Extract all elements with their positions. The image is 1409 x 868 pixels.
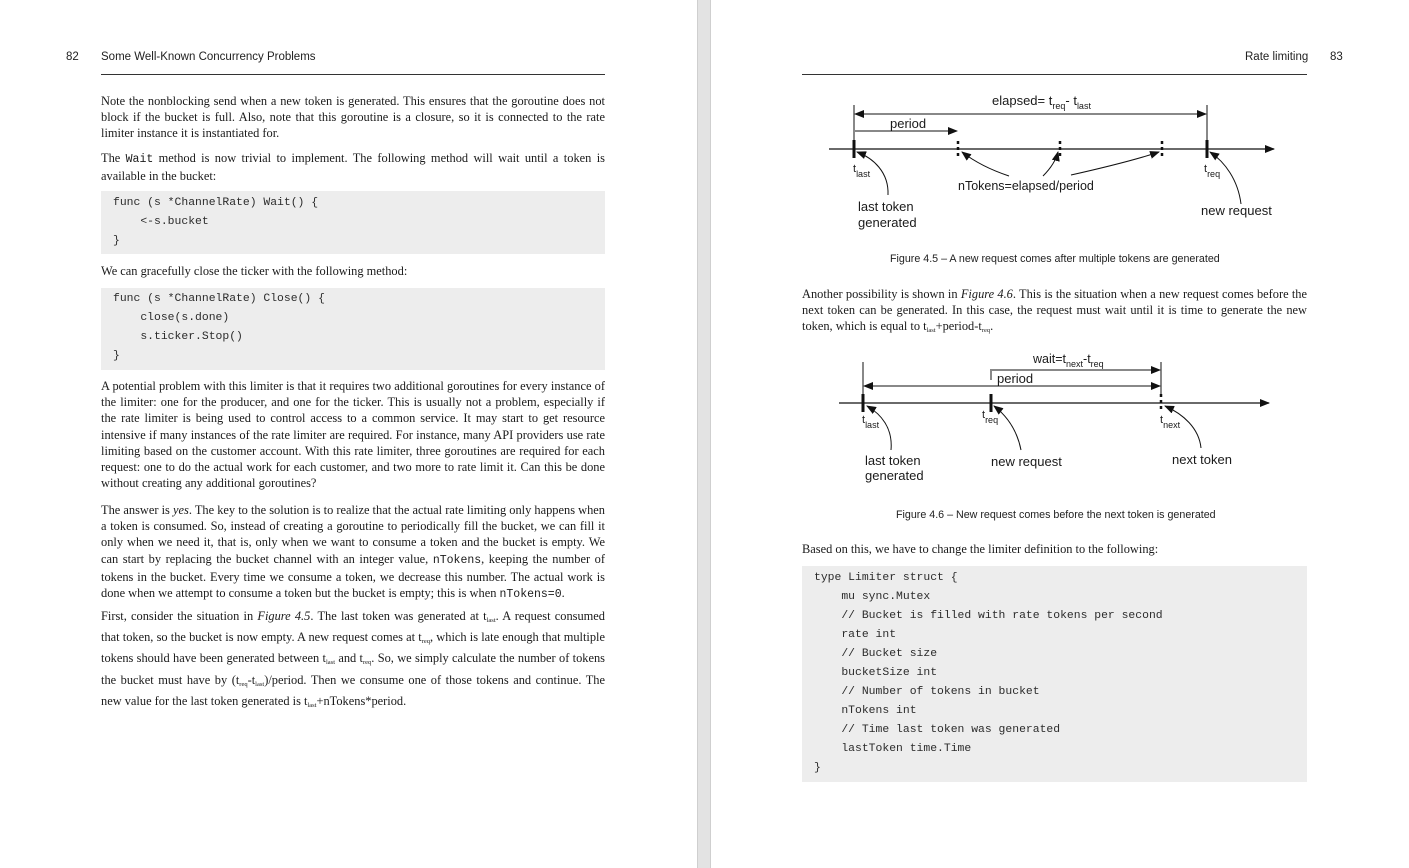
- subscript: last: [486, 617, 496, 624]
- figure-4-6-diagram: [821, 340, 1281, 490]
- header-rule: [802, 74, 1307, 75]
- paragraph-text: method is now trivial to implement. The following method will wait until a token is available in the bucket:: [101, 151, 605, 184]
- next-token-label: next token: [1172, 452, 1232, 467]
- page-number: 83: [1330, 51, 1343, 63]
- inline-code: nTokens: [432, 553, 482, 567]
- t-last-label: $t_{last}$: [862, 414, 880, 430]
- paragraph-text: +period-t: [935, 319, 982, 334]
- paragraph: [101, 502, 605, 603]
- paragraph: [101, 150, 605, 184]
- code-line: lastToken time.Time: [814, 743, 972, 755]
- paragraph: [101, 93, 605, 142]
- paragraph-text: We can gracefully close the ticker with the following method:: [101, 264, 408, 278]
- period-label: period: [997, 371, 1034, 386]
- paragraph: [802, 541, 1307, 557]
- code-line: }: [814, 762, 821, 774]
- last-token-label: generated: [865, 468, 924, 483]
- paragraph-text: +nTokens*period.: [316, 693, 407, 708]
- code-line: type Limiter struct {: [814, 572, 958, 584]
- code-line: bucketSize int: [814, 667, 938, 679]
- code-line: // Bucket is filled with rate tokens per second: [814, 610, 1163, 622]
- inline-code: nTokens=0: [499, 588, 562, 602]
- paragraph-text: A potential problem with this limiter is that it requires two additional goroutines for every instance of the limiter: one for the producer, and one for the ticker. This is usually not a problem, especially if the rate limiter is being used to control access to a common service. It may start to get resource intensive if many instances of the rate limiter are required. For instance, many API providers use rate limiting based on the customer account. With this rate limiter, three goroutines are required for each request: one to do the actual work for each customer, and two more to rate limit it. Can this be done without creating any additional goroutines?: [101, 379, 605, 491]
- new-request-label: new request: [1201, 203, 1272, 218]
- paragraph: [101, 263, 605, 279]
- subscript: req: [239, 680, 248, 688]
- last-token-label: last token: [858, 199, 914, 214]
- paragraph-text: )/period. Then we consume one of those tokens and continue. The new value for the last token generated is t: [101, 672, 605, 708]
- paragraph-text: The answer is: [101, 503, 170, 517]
- pointer-arrow: [1071, 152, 1159, 175]
- running-head: Rate limiting: [1245, 51, 1309, 63]
- paragraph: [101, 378, 605, 491]
- t-next-label: $t_{next}$: [1160, 414, 1181, 430]
- t-last-label: $t_{last}$: [853, 163, 871, 179]
- code-line: <-s.bucket: [113, 216, 209, 228]
- elapsed-label: elapsed= $t_{req}-$ $t_{last}$: [992, 93, 1091, 111]
- last-token-label: last token: [865, 453, 921, 468]
- code-line: func (s *ChannelRate) Wait() {: [113, 197, 319, 209]
- ntokens-label: nTokens=elapsed/period: [958, 179, 1094, 193]
- paragraph: [101, 608, 605, 714]
- subscript: last: [307, 701, 317, 709]
- figure-caption: Figure 4.5 – A new request comes after multiple tokens are generated: [890, 253, 1220, 265]
- page-number: 82: [66, 51, 79, 63]
- paragraph-text: and t: [338, 651, 363, 666]
- paragraph: [802, 286, 1307, 340]
- t-req-label: $t_{req}$: [982, 409, 999, 425]
- code-line: }: [113, 235, 120, 247]
- paragraph-text: , keeping the number of tokens in the bucket. Every time we consume a token, we decrease this number. The actual work is done when we attempt to consume a token but the bucket is empty; this is when: [101, 551, 605, 601]
- wait-label: $wait=t_{next}-t_{req}$: [1033, 352, 1104, 369]
- subscript: req: [981, 327, 991, 335]
- paragraph-text: First, consider the situation in: [101, 609, 254, 623]
- inline-code: Wait: [125, 153, 154, 166]
- subscript: last: [926, 327, 936, 335]
- code-block: [802, 566, 1307, 782]
- paragraph-text: .: [561, 586, 565, 601]
- figure-caption: Figure 4.6 – New request comes before the next token is generated: [896, 509, 1216, 521]
- period-label: period: [890, 116, 927, 131]
- subscript: req: [421, 638, 431, 646]
- code-line: mu sync.Mutex: [814, 591, 931, 603]
- right-page: [711, 0, 1409, 868]
- paragraph-text: Note the nonblocking send when a new token is generated. This ensures that the goroutine does not block if the bucket is full. Also, note that this goroutine is a closure, so it is connected to the rate limiter instance it is instantiated for.: [101, 94, 605, 141]
- figure-reference: Figure 4.5: [257, 609, 311, 623]
- paragraph-text: . The last token was generated at t: [310, 609, 487, 623]
- pointer-arrow: [962, 152, 1009, 176]
- code-line: nTokens int: [814, 705, 917, 717]
- code-line: // Number of tokens in bucket: [814, 686, 1040, 698]
- pointer-arrow: [994, 406, 1021, 450]
- paragraph-text: . This is the situation when a new request comes before the next token can be generated. In this case, the request must wait until it is time to generate the new token, which is equal to t: [802, 287, 1308, 334]
- t-req-label: $t_{req}$: [1204, 163, 1221, 179]
- code-line: // Bucket size: [814, 648, 938, 660]
- paragraph-text: . The key to the solution is to realize that the actual rate limiting only happens when a token is consumed. So, instead of creating a goroutine to periodically fill the bucket, we can fill it only when we need it, that is, only when we want to consume a token and the bucket is empty. We can start by replacing the bucket channel with an integer value,: [101, 503, 605, 566]
- code-block: [101, 288, 605, 370]
- figure-4-5-diagram: [811, 80, 1311, 240]
- emphasis: yes: [173, 503, 189, 517]
- paragraph-text: The: [101, 151, 121, 165]
- paragraph-text: -t: [247, 672, 256, 687]
- book-spine: [697, 0, 711, 868]
- header-rule: [101, 74, 605, 75]
- code-block: [101, 191, 605, 254]
- subscript: req: [362, 659, 372, 667]
- pointer-arrow: [1043, 152, 1058, 176]
- paragraph-text: .: [990, 319, 994, 334]
- subscript: last: [325, 659, 335, 667]
- paragraph-text: . A request consumed that token, so the bucket is now empty. A new request comes at t: [101, 609, 605, 645]
- code-line: s.ticker.Stop(): [113, 331, 243, 343]
- running-head: Some Well-Known Concurrency Problems: [101, 51, 316, 63]
- paragraph-text: , which is late enough that multiple tokens should have been generated between t: [101, 630, 606, 666]
- paragraph-text: Based on this, we have to change the limiter definition to the following:: [802, 542, 1159, 556]
- paragraph-text: Another possibility is shown in: [802, 287, 958, 301]
- left-page: [0, 0, 697, 868]
- code-line: // Time last token was generated: [814, 724, 1061, 736]
- subscript: last: [255, 680, 265, 688]
- paragraph-text: . So, we simply calculate the number of tokens the bucket must have by (t: [101, 651, 605, 687]
- code-line: rate int: [814, 629, 897, 641]
- code-line: func (s *ChannelRate) Close() {: [113, 293, 325, 305]
- figure-reference: Figure 4.6: [960, 287, 1013, 301]
- code-line: }: [113, 350, 120, 362]
- new-request-label: new request: [991, 454, 1062, 469]
- code-line: close(s.done): [113, 312, 230, 324]
- last-token-label: generated: [858, 215, 917, 230]
